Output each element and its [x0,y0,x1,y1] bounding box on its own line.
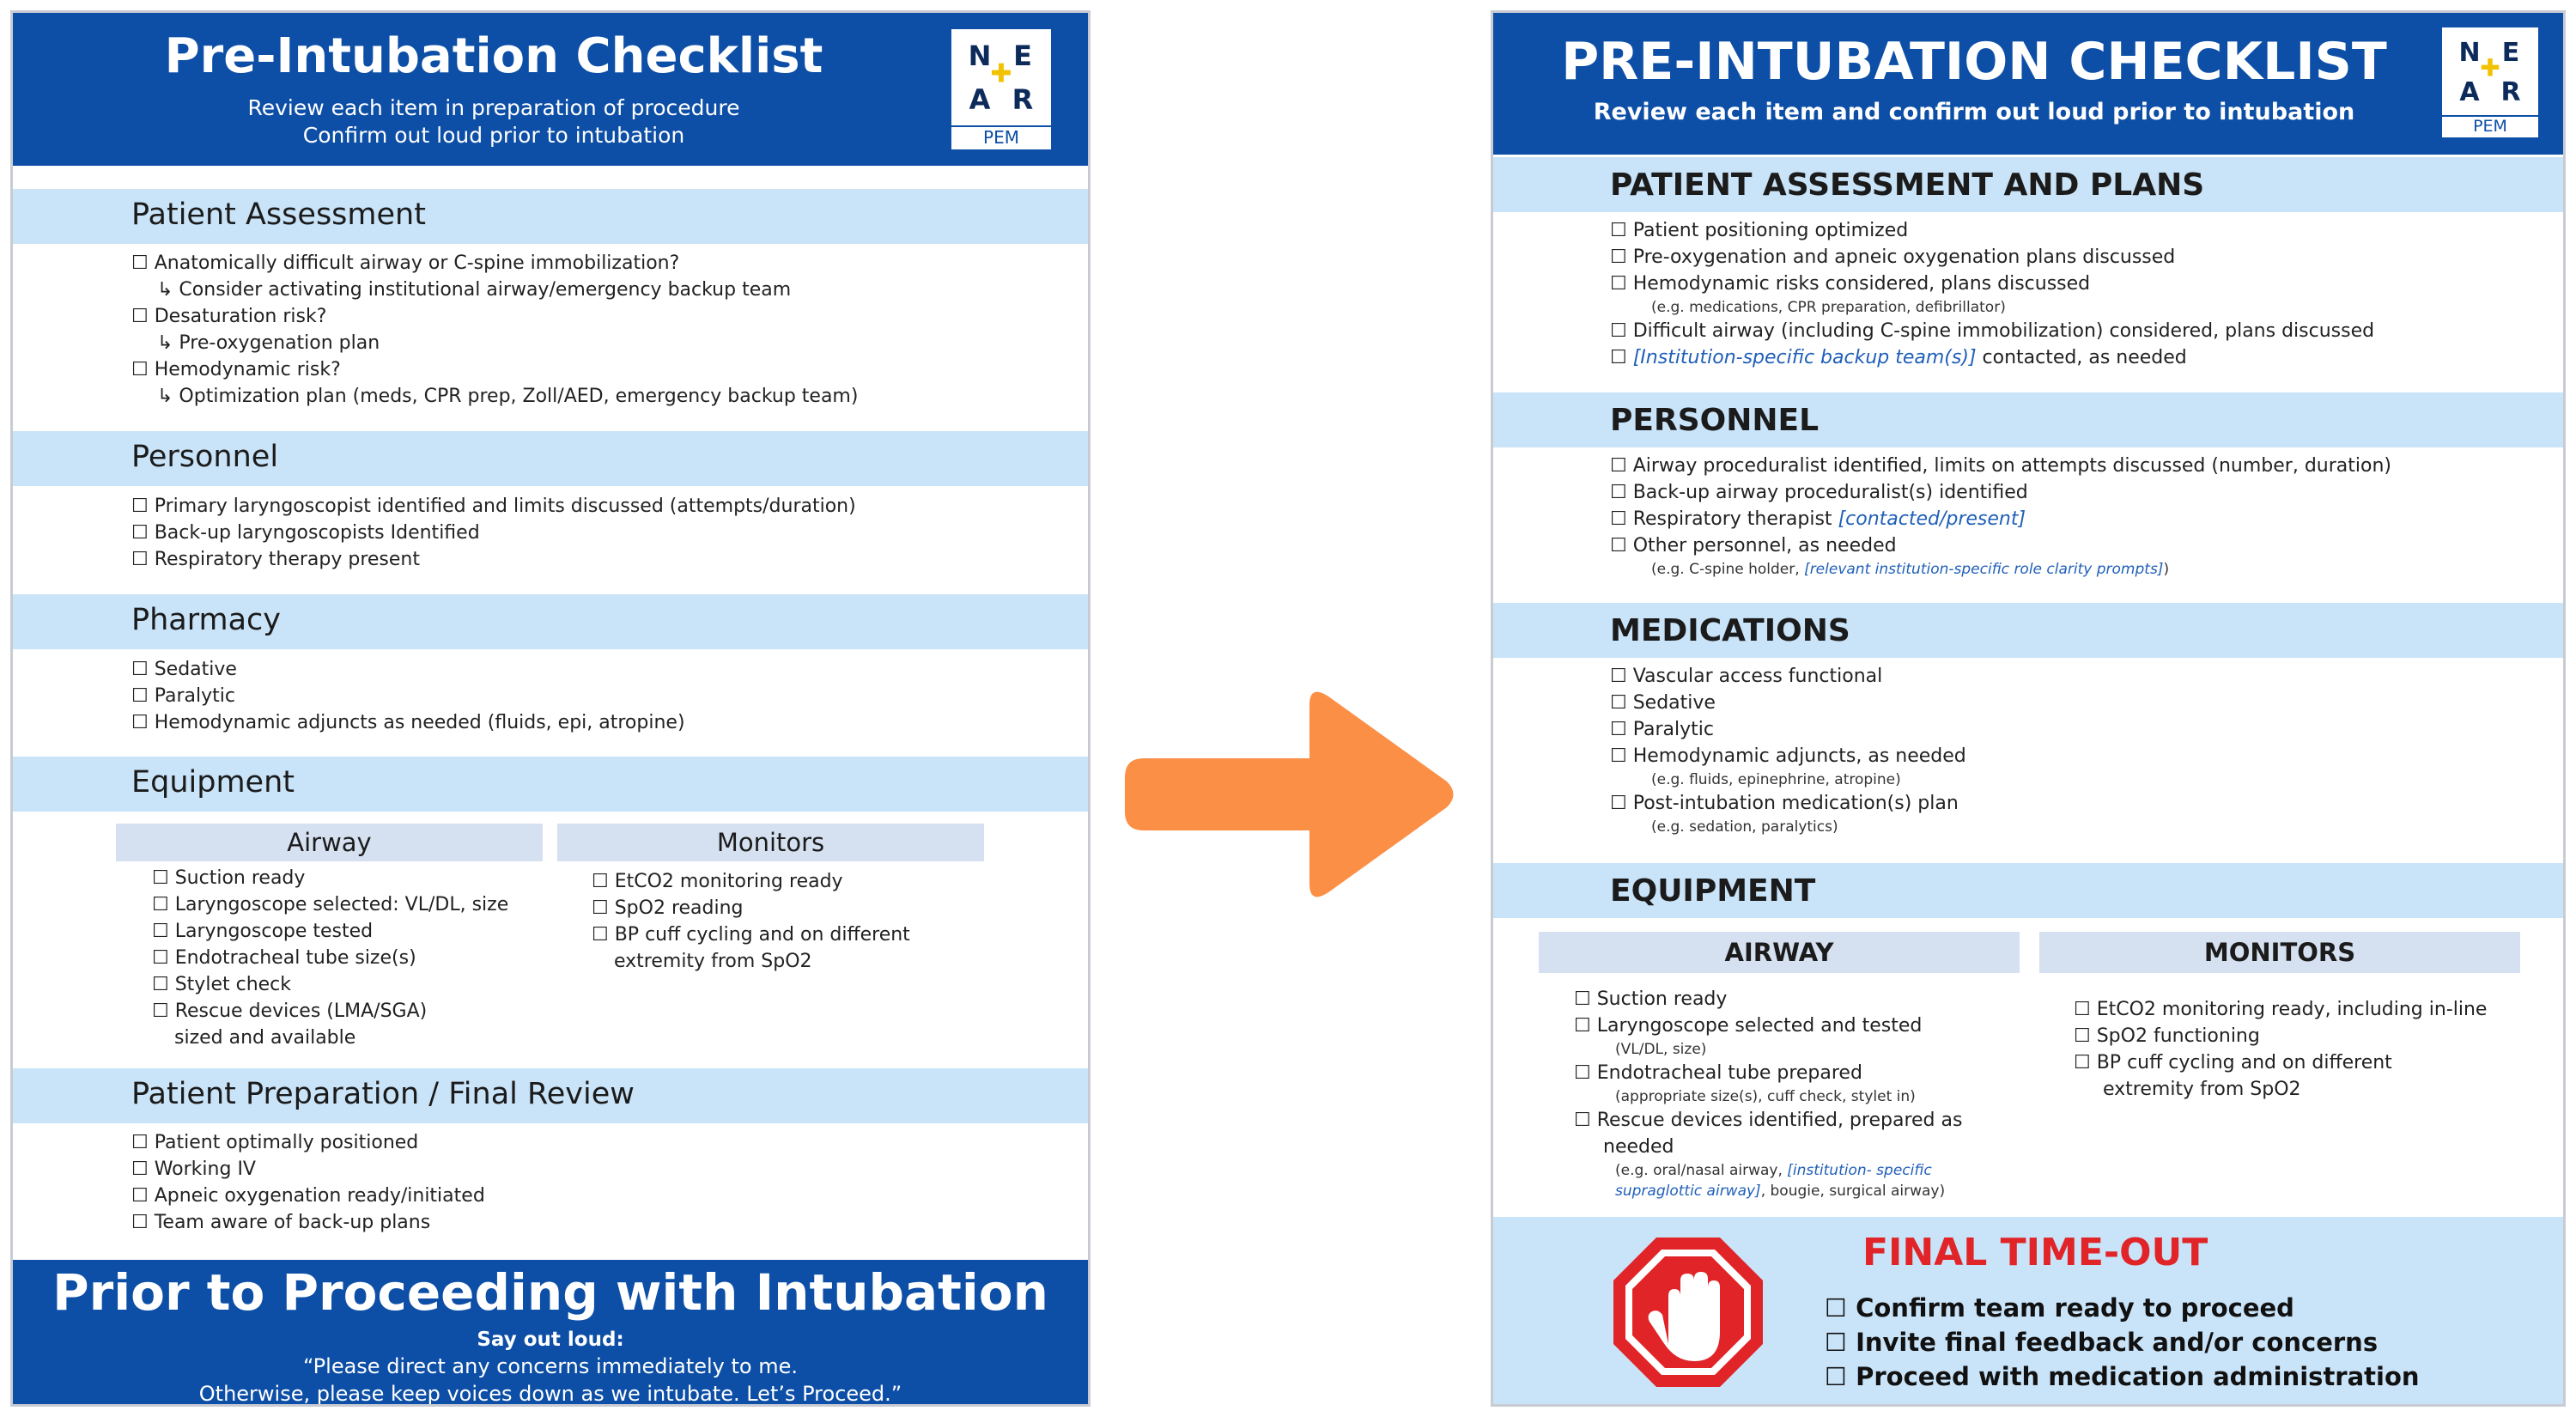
checklist-item[interactable] [1610,506,2391,532]
section-title: PATIENT ASSESSMENT AND PLANS [1610,167,2205,203]
checklist-item[interactable]: ☐ Suction ready [152,867,306,889]
footer-quote-2: Otherwise, please keep voices down as we intubate. Let’s Proceed.” [198,1382,902,1406]
checklist-item[interactable]: ☐ Sedative [131,659,237,680]
checklist-item[interactable] [1610,663,1966,690]
checklist-item[interactable]: ☐ Laryngoscope tested [152,921,374,942]
checklist-item[interactable] [1574,1060,1962,1086]
final-time-out-title: FINAL TIME-OUT [1862,1231,2208,1274]
checklist-item[interactable]: ☐ Respiratory therapy present [131,549,420,570]
section-equipment [1493,863,2563,918]
checkbox-icon[interactable]: ☐ [1610,692,1633,714]
item-note: (e.g. fluids, epinephrine, atropine) [1651,771,1901,788]
checklist-item[interactable] [1610,453,2391,479]
checklist-item[interactable]: ☐ Team aware of back-up plans [131,1212,431,1233]
section-pharmacy [13,594,1088,649]
footer-say: Say out loud: [477,1329,624,1351]
item-text: contacted, as needed [1976,347,2187,368]
checkbox-icon[interactable]: ☐ [2074,1052,2097,1073]
item-text: Pre-oxygenation and apneic oxygenation plans discussed [1632,246,2176,268]
item-text: Post-intubation medication(s) plan [1632,793,1959,814]
section-equipment [13,757,1088,812]
preparation-items [131,1129,485,1236]
checkbox-icon[interactable]: ☐ [1610,666,1633,687]
checklist-item[interactable]: ☐ Patient optimally positioned [131,1132,419,1153]
section-title: Patient Assessment [131,198,426,232]
checklist-item[interactable]: ☐ EtCO2 monitoring ready [592,871,843,892]
section-patient-assessment [13,189,1088,244]
note-text: , bougie, surgical airway) [1760,1183,1946,1200]
airway-items [1574,986,1962,1201]
institution-placeholder: [institution- specific [1787,1162,1932,1179]
monitors-subheader: MONITORS [2039,932,2520,973]
checkbox-icon[interactable]: ☐ [2074,999,2097,1020]
logo-letter-e: E [1013,40,1032,73]
checkbox-icon[interactable]: ☐ [1610,347,1633,368]
checklist-item[interactable] [1610,318,2374,344]
item-note [1610,559,2391,580]
checkbox-icon[interactable]: ☐ [1610,793,1633,814]
checklist-item[interactable]: ☐ Endotracheal tube size(s) [152,947,416,969]
section-title: PERSONNEL [1610,403,1820,438]
checkbox-icon[interactable]: ☐ [1610,455,1633,477]
section-patient-preparation [13,1068,1088,1123]
section-personnel [13,431,1088,486]
left-title: Pre-Intubation Checklist [164,28,823,84]
checklist-item[interactable] [1610,244,2374,271]
section-title: Equipment [131,765,295,800]
checklist-item[interactable] [1610,532,2391,559]
logo-pem: PEM [2442,115,2538,136]
logo-letter-r: R [2500,76,2521,107]
checklist-item[interactable]: ☐ BP cuff cycling and on different [592,924,910,946]
checklist-item[interactable] [1610,344,2374,371]
item-text: Laryngoscope selected and tested [1596,1015,1923,1037]
checklist-item[interactable]: ☐ Anatomically difficult airway or C-spine immobilization? [131,252,680,274]
checklist-item[interactable]: ☐ Working IV [131,1159,256,1180]
item-text: Difficult airway (including C-spine immobilization) considered, plans discussed [1632,320,2375,342]
checklist-item[interactable] [1610,743,1966,769]
item-continuation: needed [1603,1136,1674,1158]
checkbox-icon[interactable]: ☐ [1574,1015,1597,1037]
revised-checklist-panel [1491,10,2566,1407]
assessment-items [1610,217,2374,371]
final-time-out-section [1493,1217,2563,1407]
checklist-item[interactable]: ☐ Proceed with medication administration [1825,1362,2420,1391]
item-text: Airway proceduralist identified, limits on attempts discussed (number, duration) [1632,455,2391,477]
checklist-item[interactable]: ☐ Paralytic [131,685,235,707]
item-note: (e.g. medications, CPR preparation, defibrillator) [1651,299,2006,316]
checklist-item[interactable] [2074,996,2487,1023]
checkbox-icon[interactable]: ☐ [1610,273,1633,295]
section-title: Personnel [131,440,279,474]
section-personnel [1493,392,2563,447]
near-pem-logo [2439,25,2541,140]
note-text: (e.g. oral/nasal airway, [1615,1162,1788,1179]
checklist-item[interactable] [1610,716,1966,743]
section-title: Pharmacy [131,603,282,637]
checklist-item[interactable] [1610,479,2391,506]
item-note [1574,1181,1962,1201]
item-text: Hemodynamic adjuncts, as needed [1632,745,1966,767]
checklist-item[interactable]: ☐ Back-up laryngoscopists Identified [131,522,480,544]
note-text: (e.g. C-spine holder, [1651,561,1805,578]
checklist-item[interactable]: ☐ Rescue devices (LMA/SGA) [152,1000,428,1022]
checklist-item[interactable] [1574,1107,1962,1134]
checkbox-icon[interactable]: ☐ [1610,719,1633,740]
monitors-items [592,868,910,975]
checklist-item[interactable]: ☐ Stylet check [152,974,292,995]
logo-letter-e: E [2501,37,2520,68]
item-text: SpO2 functioning [2096,1025,2260,1047]
item-continuation: extremity from SpO2 [2103,1079,2301,1100]
monitors-subheader: Monitors [557,824,984,861]
checklist-item[interactable]: ☐ SpO2 reading [592,897,744,919]
checklist-item[interactable] [1610,217,2374,244]
footer-quote-1: “Please direct any concerns immediately to me. [302,1354,798,1378]
institution-placeholder: [Institution-specific backup team(s)] [1632,347,1977,368]
checklist-item[interactable]: ☐ Hemodynamic risk? [131,359,341,380]
star-of-life-icon: ✚ [990,58,1012,89]
item-text: Vascular access functional [1632,666,1883,687]
checklist-item[interactable] [1610,790,1966,817]
logo-letter-n: N [968,40,992,73]
checklist-item[interactable]: ☐ Desaturation risk? [131,306,327,327]
near-pem-logo [949,27,1054,152]
checkbox-icon[interactable]: ☐ [2074,1025,2097,1047]
left-header [13,13,1088,166]
checklist-item[interactable] [1610,690,1966,716]
section-medications [1493,603,2563,658]
item-note: (appropriate size(s), cuff check, stylet in) [1615,1088,1916,1105]
checklist-item[interactable] [2074,1023,2487,1049]
item-text: Other personnel, as needed [1632,535,1897,556]
personnel-items [131,493,856,573]
airway-items [152,865,508,1051]
item-note: (e.g. sedation, paralytics) [1651,818,1838,836]
item-text: Paralytic [1632,719,1714,740]
section-patient-assessment-plans [1493,157,2563,212]
patient-assessment-items [131,250,858,410]
item-note [1574,1160,1962,1181]
item-text: Patient positioning optimized [1632,220,1909,241]
left-subtitle-2: Confirm out loud prior to intubation [302,123,685,148]
final-time-out-items [1825,1291,2420,1394]
logo-letter-n: N [2458,37,2481,68]
checklist-subitem: ↳ Pre-oxygenation plan [157,332,380,354]
item-text: Rescue devices identified, prepared as [1596,1110,1963,1131]
checklist-item[interactable] [1574,986,1962,1013]
checkbox-icon[interactable]: ☐ [1610,220,1633,241]
original-checklist-panel [10,10,1091,1407]
checkbox-icon[interactable]: ☐ [1574,1110,1597,1131]
stop-hand-icon [1612,1236,1765,1389]
checkbox-icon[interactable]: ☐ [1610,508,1633,530]
logo-letter-a: A [969,82,991,116]
item-text: Endotracheal tube prepared [1596,1062,1862,1084]
left-footer [13,1260,1088,1407]
star-of-life-icon: ✚ [2480,53,2500,82]
checkbox-icon[interactable]: ☐ [1610,246,1633,268]
checklist-item-continuation: extremity from SpO2 [614,951,812,972]
checkbox-icon[interactable]: ☐ [1574,988,1597,1010]
footer-title: Prior to Proceeding with Intubation [52,1263,1048,1322]
checklist-subitem: ↳ Consider activating institutional airway/emergency backup team [157,279,792,301]
logo-pem: PEM [951,125,1051,148]
checklist-item[interactable]: ☐ Primary laryngoscopist identified and limits discussed (attempts/duration) [131,496,856,517]
monitors-items [2074,996,2487,1103]
checklist-item[interactable] [2074,1049,2487,1076]
section-title: EQUIPMENT [1610,873,1816,909]
section-title: MEDICATIONS [1610,613,1850,648]
item-note: (VL/DL, size) [1615,1041,1707,1058]
item-text: Hemodynamic risks considered, plans discussed [1632,273,2091,295]
checklist-subitem: ↳ Optimization plan (meds, CPR prep, Zoll/AED, emergency backup team) [157,386,859,407]
right-title: PRE-INTUBATION CHECKLIST [1561,32,2387,92]
item-text: EtCO2 monitoring ready, including in-line [2096,999,2488,1020]
airway-subheader: Airway [116,824,543,861]
checklist-item-continuation: sized and available [174,1027,356,1049]
item-text: Suction ready [1596,988,1728,1010]
item-text: Sedative [1632,692,1716,714]
airway-subheader: AIRWAY [1539,932,2020,973]
checklist-item[interactable]: ☐ Confirm team ready to proceed [1825,1293,2294,1323]
right-header [1493,13,2563,155]
checklist-item[interactable]: ☐ Invite final feedback and/or concerns [1825,1328,2379,1357]
logo-letter-a: A [2459,76,2480,107]
checklist-item[interactable] [1610,271,2374,297]
logo-letter-r: R [1012,82,1034,116]
right-arrow-icon [1116,674,1460,915]
left-subtitle-1: Review each item in preparation of procedure [247,95,740,120]
item-text: Respiratory therapist [1632,508,1838,530]
checklist-item[interactable]: ☐ Apneic oxygenation ready/initiated [131,1185,485,1207]
institution-placeholder: supraglottic airway] [1615,1183,1761,1200]
personnel-items [1610,453,2391,580]
item-text: BP cuff cycling and on different [2096,1052,2392,1073]
checkbox-icon[interactable]: ☐ [1610,535,1633,556]
section-title: Patient Preparation / Final Review [131,1077,635,1111]
checkbox-icon[interactable]: ☐ [1610,745,1633,767]
checklist-item[interactable]: ☐ Hemodynamic adjuncts as needed (fluids, epi, atropine) [131,712,685,733]
checkbox-icon[interactable]: ☐ [1574,1062,1597,1084]
right-subtitle: Review each item and confirm out loud prior to intubation [1593,99,2355,125]
pharmacy-items [131,656,685,736]
checklist-item[interactable]: ☐ Laryngoscope selected: VL/DL, size [152,894,509,915]
checkbox-icon[interactable]: ☐ [1610,320,1633,342]
item-text: Back-up airway proceduralist(s) identified [1632,482,2028,503]
checklist-item[interactable] [1574,1013,1962,1039]
institution-placeholder: [contacted/present] [1838,508,2026,530]
checkbox-icon[interactable]: ☐ [1610,482,1633,503]
institution-placeholder: [relevant institution-specific role clarity prompts] [1804,561,2164,578]
note-text: ) [2163,561,2170,578]
medications-items [1610,663,1966,837]
